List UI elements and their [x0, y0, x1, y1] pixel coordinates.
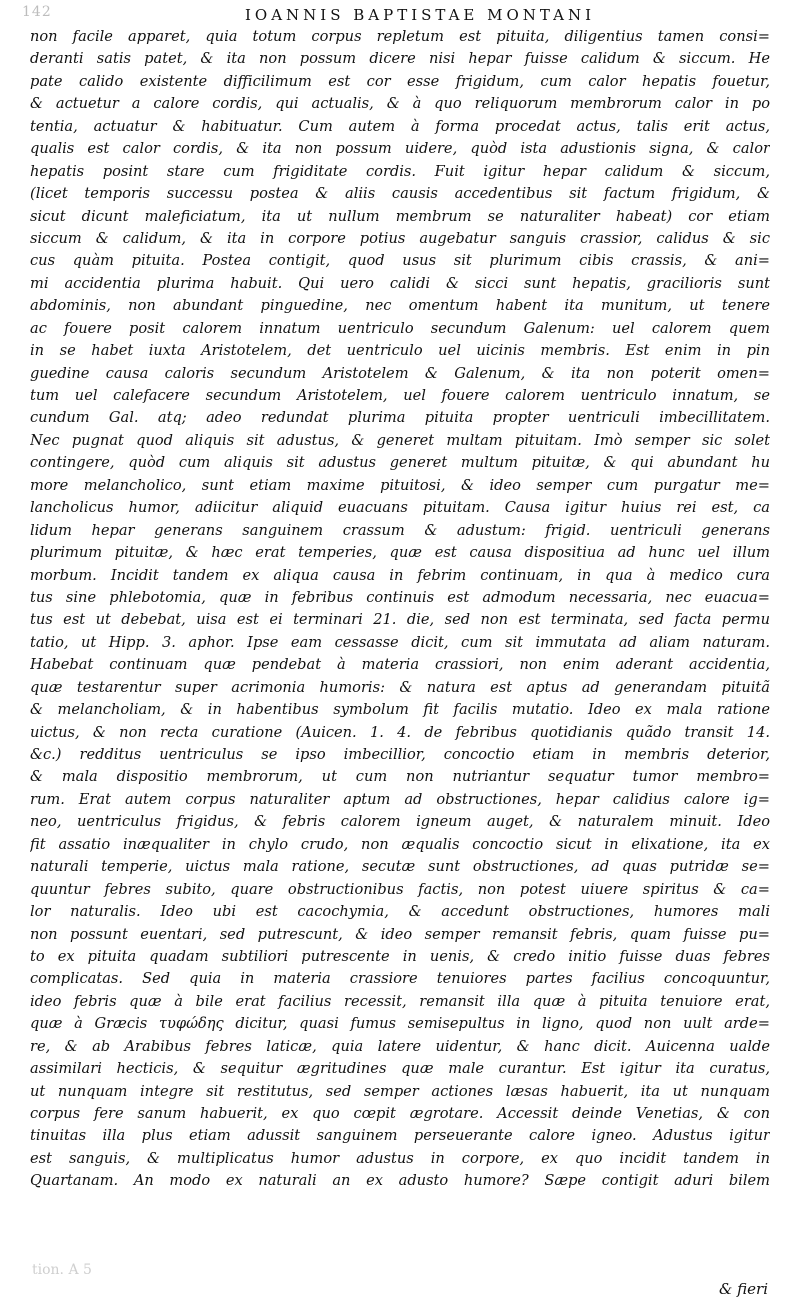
text-line: tus est ut debebat, uisa est ei terminari 21. die, sed non est terminata, sed facta permu — [30, 611, 770, 629]
text-line: mi accidentia plurima habuit. Qui uero calidi & sicci sunt hepatis, gracilioris sunt — [30, 274, 770, 292]
text-line: & melancholiam, & in habentibus symbolum fit facilis mutatio. Ideo ex mala ratione — [30, 701, 770, 719]
text-line: guedine causa caloris secundum Aristotelem & Galenum, & ita non poterit omen= — [30, 364, 770, 382]
text-line: ideo febris quæ à bile erat facilius recessit, remansit illa quæ à pituita tenuiore erat, — [30, 992, 770, 1010]
catchword: & fieri — [719, 1280, 768, 1298]
folio-number: 142 — [22, 4, 52, 20]
text-line: Nec pugnat quod aliquis sit adustus, & generet multam pituitam. Imò semper sic solet — [30, 431, 770, 449]
text-line: cundum Gal. atq; adeo redundat plurima pituita propter uentriculi imbecillitatem. — [30, 409, 770, 427]
text-line: deranti satis patet, & ita non possum dicere nisi hepar fuisse calidum & siccum. He — [30, 50, 770, 68]
text-line: lancholicus humor, adiicitur aliquid euacuans pituitam. Causa igitur huius rei est, ca — [30, 499, 770, 517]
text-line: naturali temperie, uictus mala ratione, secutæ sunt obstructiones, ad quas putridæ se= — [30, 858, 770, 876]
text-line: contingere, quòd cum aliquis sit adustus generet multum pituitæ, & qui abundant hu — [30, 454, 770, 472]
text-line: cus quàm pituita. Postea contigit, quod usus sit plurimum cibis crassis, & ani= — [30, 252, 770, 270]
body-text — [30, 26, 770, 1193]
text-line: lidum hepar generans sanguinem crassum & adustum: frigid. uentriculi generans — [30, 521, 770, 539]
text-line: siccum & calidum, & ita in corpore potius augebatur sanguis crassior, calidus & sic — [30, 229, 770, 247]
text-line: rum. Erat autem corpus naturaliter aptum ad obstructiones, hepar calidius calore ig= — [30, 790, 770, 808]
text-line: more melancholico, sunt etiam maxime pituitosi, & ideo semper cum purgatur me= — [30, 476, 770, 494]
text-line: tus sine phlebotomia, quæ in febribus continuis est admodum necessaria, nec euacua= — [30, 588, 770, 606]
text-line: corpus fere sanum habuerit, ex quo cœpit ægrotare. Accessit deinde Venetias, & con — [30, 1105, 770, 1122]
signature-mark: tion. A 5 — [32, 1262, 92, 1278]
text-line: quæ testarentur super acrimonia humoris: & natura est aptus ad generandam pituitã — [30, 678, 770, 696]
text-line: Habebat continuam quæ pendebat à materia crassiori, non enim aderant accidentia, — [30, 656, 770, 674]
text-line: neo, uentriculus frigidus, & febris calorem igneum auget, & naturalem minuit. Ideo — [30, 813, 770, 831]
text-line: qualis est calor cordis, & ita non possum uidere, quòd ista adustionis signa, & calor — [30, 140, 770, 158]
text-line: ut nunquam integre sit restitutus, sed semper actiones læsas habuerit, ita ut nunquam — [30, 1082, 770, 1100]
text-line: ac fouere posit calorem innatum uentriculo secundum Galenum: uel calorem quem — [30, 319, 770, 337]
text-line: to ex pituita quadam subtiliori putrescente in uenis, & credo initio fuisse duas febres — [30, 947, 770, 965]
text-line: tentia, actuatur & habituatur. Cum autem à forma procedat actus, talis erit actus, — [30, 117, 770, 135]
text-line: complicatas. Sed quia in materia crassiore tenuiores partes facilius concoquuntur, — [30, 970, 770, 988]
text-line: tatio, ut Hipp. 3. aphor. Ipse eam cessasse dicit, cum sit immutata ad aliam naturam. — [30, 633, 770, 651]
running-head: IOANNIS BAPTISTAE MONTANI — [244, 6, 595, 24]
text-line: uictus, & non recta curatione (Auicen. 1. 4. de febribus quotidianis quãdo transit 14. — [30, 723, 770, 741]
text-line: pate calido existente difficilimum est cor esse frigidum, cum calor hepatis fouetur, — [30, 72, 770, 90]
text-line: in se habet iuxta Aristotelem, det uentriculo uel uicinis membris. Est enim in pin — [30, 342, 770, 360]
text-line: morbum. Incidit tandem ex aliqua causa in febrim continuam, in qua à medico cura — [30, 566, 770, 584]
text-line: quuntur febres subito, quare obstructionibus factis, non potest uiuere spiritus & ca= — [30, 880, 770, 898]
text-line: & mala dispositio membrorum, ut cum non nutriantur sequatur tumor membro= — [30, 768, 770, 786]
text-line: re, & ab Arabibus febres laticæ, quia latere uidentur, & hanc dicit. Auicenna ualde — [30, 1037, 770, 1055]
text-line: tinuitas illa plus etiam adussit sanguinem perseuerante calore igneo. Adustus igitur — [30, 1127, 770, 1145]
text-line: non facile apparet, quia totum corpus repletum est pituita, diligentius tamen consi= — [30, 28, 770, 45]
text-line: sicut dicunt maleficiatum, ita ut nullum membrum se naturaliter habeat) cor etiam — [30, 207, 770, 225]
text-line: fit assatio inæqualiter in chylo crudo, non æqualis concoctio sicut in elixatione, ita ex — [30, 835, 770, 853]
text-line: non possunt euentari, sed putrescunt, & ideo semper remansit febris, quam fuisse pu= — [30, 925, 770, 943]
text-line: assimilari hecticis, & sequitur ægritudines quæ male curantur. Est igitur ita curatus, — [30, 1060, 770, 1078]
text-line: lor naturalis. Ideo ubi est cacochymia, & accedunt obstructiones, humores mali — [30, 903, 770, 921]
text-line: Quartanam. An modo ex naturali an ex adusto humore? Sæpe contigit aduri bilem — [30, 1172, 770, 1190]
text-line: tum uel calefacere secundum Aristotelem, uel fouere calorem uentriculo innatum, se — [30, 387, 770, 404]
text-line: plurimum pituitæ, & hæc erat temperies, quæ est causa dispositiua ad hunc uel illum — [30, 544, 770, 562]
text-line: & actuetur a calore cordis, qui actualis, & à quo reliquorum membrorum calor in po — [30, 95, 770, 113]
text-line: &c.) redditus uentriculus se ipso imbecillior, concoctio etiam in membris deterior, — [30, 746, 770, 763]
text-line: (licet temporis successu postea & aliis causis accedentibus sit factum frigidum, & — [30, 185, 770, 203]
text-line: abdominis, non abundant pinguedine, nec omentum habent ita munitum, ut tenere — [30, 297, 770, 315]
text-line: hepatis posint stare cum frigiditate cordis. Fuit igitur hepar calidum & siccum, — [30, 162, 770, 180]
text-line: est sanguis, & multiplicatus humor adustus in corpore, ex quo incidit tandem in — [30, 1149, 770, 1167]
text-line: quæ à Græcis τυφώδης dicitur, quasi fumus semisepultus in ligno, quod non uult arde= — [30, 1015, 770, 1033]
